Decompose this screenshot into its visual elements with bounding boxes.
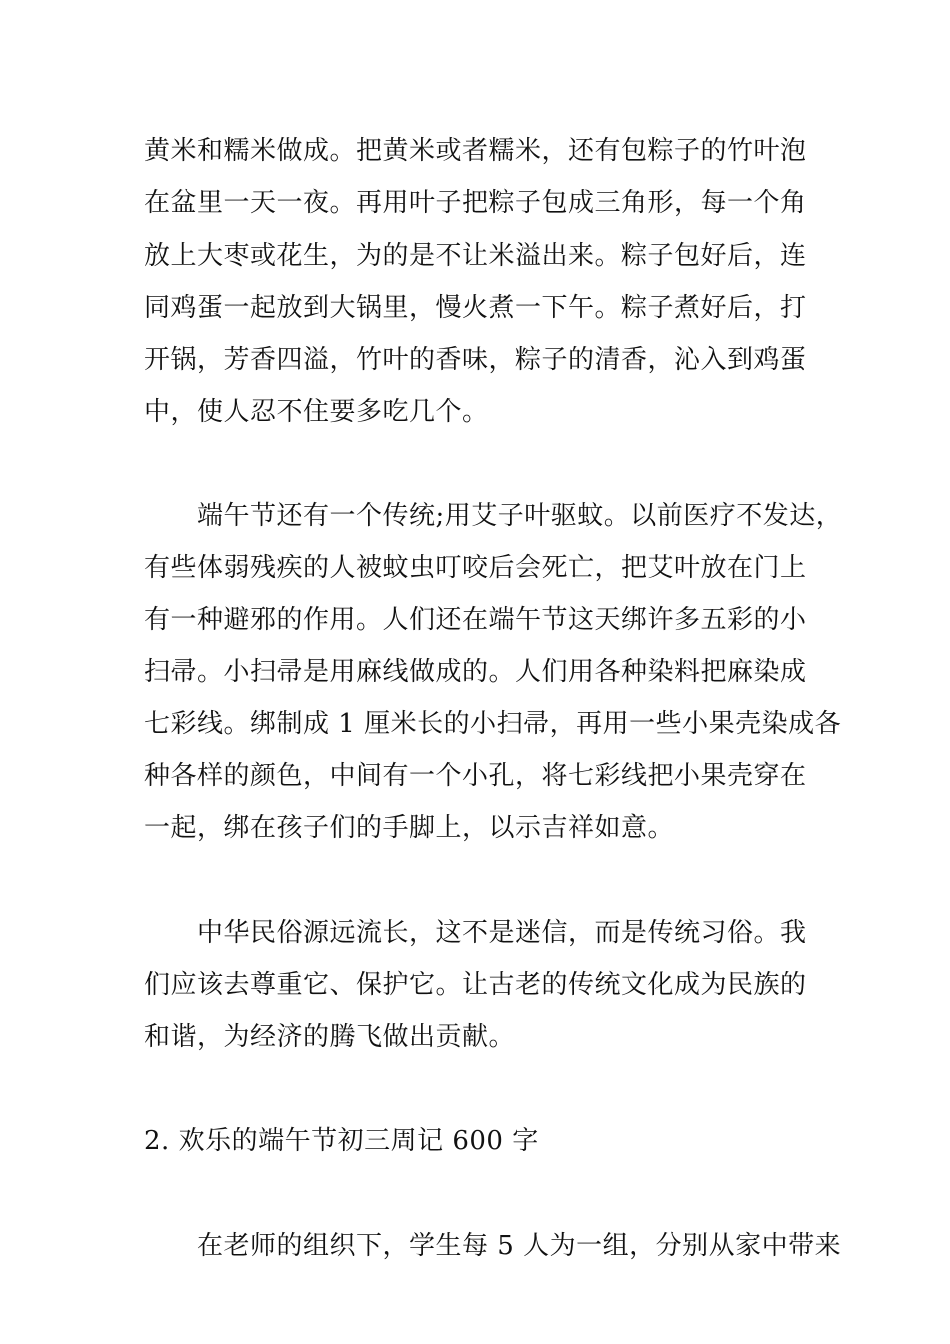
text-line: 在老师的组织下，学生每 5 人为一组，分别从家中带来 — [144, 1231, 842, 1261]
text-line: 种各样的颜色，中间有一个小孔，将七彩线把小果壳穿在 — [144, 761, 807, 791]
text-line: 同鸡蛋一起放到大锅里，慢火煮一下午。粽子煮好后，打 — [144, 293, 807, 323]
text-line: 们应该去尊重它、保护它。让古老的传统文化成为民族的 — [144, 970, 807, 1000]
text-line: 中华民俗源远流长，这不是迷信，而是传统习俗。我 — [144, 918, 807, 948]
text-line: 七彩线。绑制成 1 厘米长的小扫帚，再用一些小果壳染成各 — [144, 709, 842, 739]
text-line: 有一种避邪的作用。人们还在端午节这天绑许多五彩的小 — [144, 605, 807, 635]
text-line: 一起，绑在孩子们的手脚上，以示吉祥如意。 — [144, 813, 675, 843]
text-line: 放上大枣或花生，为的是不让米溢出来。粽子包好后，连 — [144, 241, 807, 271]
text-line: 和谐，为经济的腾飞做出贡献。 — [144, 1022, 516, 1052]
text-line: 黄米和糯米做成。把黄米或者糯米，还有包粽子的竹叶泡 — [144, 136, 807, 166]
text-line: 中，使人忍不住要多吃几个。 — [144, 397, 489, 427]
section-heading: 2. 欢乐的端午节初三周记 600 字 — [144, 1126, 539, 1156]
text-line: 扫帚。小扫帚是用麻线做成的。人们用各种染料把麻染成 — [144, 657, 807, 687]
text-line: 端午节还有一个传统;用艾子叶驱蚊。以前医疗不发达， — [144, 501, 843, 531]
text-line: 在盆里一天一夜。再用叶子把粽子包成三角形，每一个角 — [144, 188, 807, 218]
text-line: 开锅，芳香四溢，竹叶的香味，粽子的清香，沁入到鸡蛋 — [144, 345, 807, 375]
text-line: 有些体弱残疾的人被蚊虫叮咬后会死亡，把艾叶放在门上 — [144, 553, 807, 583]
